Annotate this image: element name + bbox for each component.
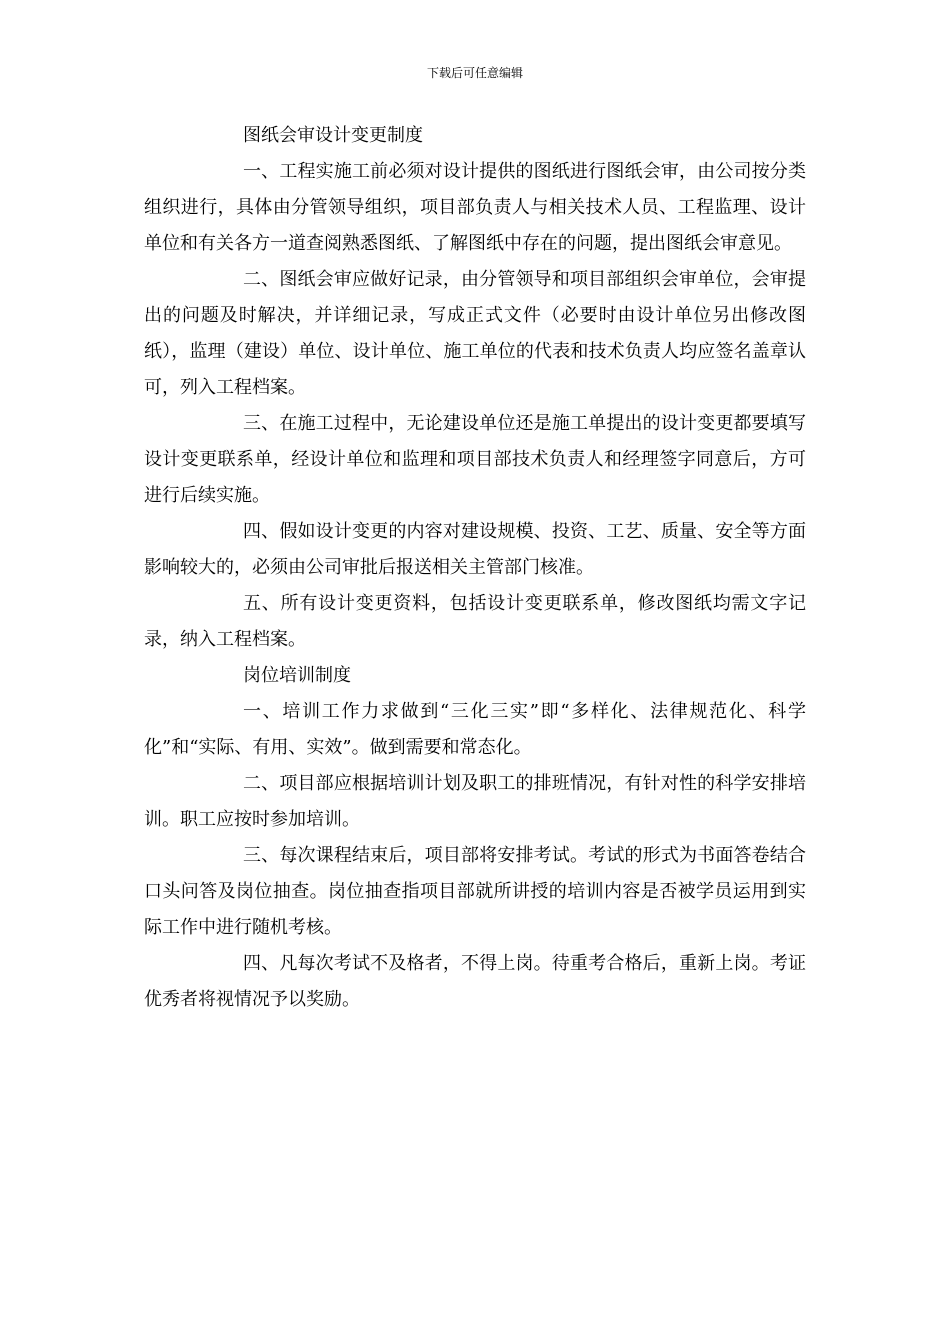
paragraph: 二、项目部应根据培训计划及职工的排班情况，有针对性的科学安排培训。职工应按时参加培训。 <box>144 773 806 830</box>
paragraph: 三、每次课程结束后，项目部将安排考试。考试的形式为书面答卷结合口头问答及岗位抽查。岗位抽查指项目部就所讲授的培训内容是否被学员运用到实际工作中进行随机考核。 <box>144 845 806 938</box>
paragraph: 一、培训工作力求做到“三化三实”即“多样化、法律规范化、科学化”和“实际、有用、实效”。做到需要和常态化。 <box>144 701 806 758</box>
paragraph: 四、假如设计变更的内容对建设规模、投资、工艺、质量、安全等方面影响较大的，必须由公司审批后报送相关主管部门核准。 <box>144 521 806 578</box>
page-header: 下载后可任意编辑 <box>426 66 523 80</box>
paragraph: 五、所有设计变更资料，包括设计变更联系单，修改图纸均需文字记录，纳入工程档案。 <box>144 593 806 650</box>
paragraph: 二、图纸会审应做好记录，由分管领导和项目部组织会审单位，会审提出的问题及时解决，并详细记录，写成正式文件（必要时由设计单位另出修改图纸），监理（建设）单位、设计单位、施工单位的代表和技术负责人均应签名盖章认可，列入工程档案。 <box>144 269 806 398</box>
paragraph: 三、在施工过程中，无论建设单位还是施工单提出的设计变更都要填写设计变更联系单，经设计单位和监理和项目部技术负责人和经理签字同意后，方可进行后续实施。 <box>144 413 806 506</box>
section-title-training: 岗位培训制度 <box>243 665 351 686</box>
paragraph: 一、工程实施工前必须对设计提供的图纸进行图纸会审，由公司按分类组织进行，具体由分管领导组织，项目部负责人与相关技术人员、工程监理、设计单位和有关各方一道查阅熟悉图纸、了解图纸中存在的问题，提出图纸会审意见。 <box>144 161 806 254</box>
document-body <box>144 118 806 1018</box>
section-title-drawing-review: 图纸会审设计变更制度 <box>243 125 423 146</box>
paragraph: 四、凡每次考试不及格者，不得上岗。待重考合格后，重新上岗。考证优秀者将视情况予以奖励。 <box>144 953 806 1010</box>
